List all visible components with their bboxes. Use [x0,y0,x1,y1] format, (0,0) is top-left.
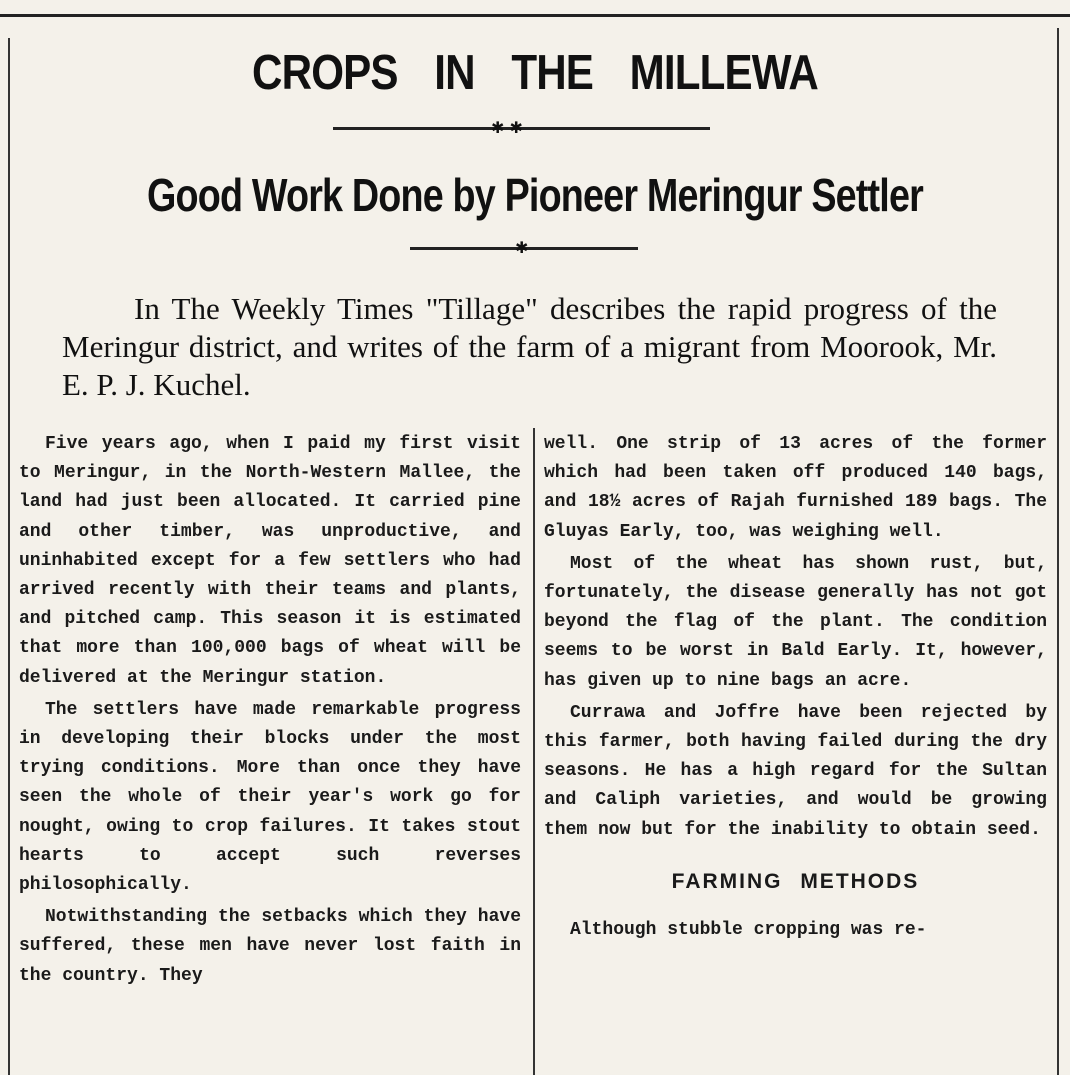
top-rule [0,14,1070,17]
paragraph: Although stubble cropping was re- [570,920,927,941]
right-border-rule [1057,28,1059,1075]
right-column [544,430,1047,948]
paragraph: Five years ago, when I paid my first visit to Meringur, in the North-Western Mallee, the land had just been allocated. It carried pine and other timber, was unproductive, and uninhabited except for a few settlers who had arrived recently with their teams and plants, and pitched camp. This season it is estimated that more than 100,000 bags of wheat will be delivered at the Meringur station. [19,434,521,688]
ornament-stars-icon: ✱ ✱ [491,118,523,137]
article-deck: In The Weekly Times "Tillage" describes the rapid progress of the Meringur district, and writes of the farm of a migrant from Moorook, Mr. E. P. J. Kuchel. [62,291,997,402]
column-rule [533,428,535,1075]
left-border-rule [8,38,10,1075]
subheadline: Good Work Done by Pioneer Meringur Settler [147,169,923,221]
headline: CROPS IN THE MILLEWA [252,46,818,100]
section-heading: FARMING METHODS [671,869,920,893]
paragraph: well. One strip of 13 acres of the former which had been taken off produced 140 bags, and 18½ acres of Rajah furnished 189 bags. The Gluyas Early, too, was weighing well. [544,434,1047,542]
paragraph: Currawa and Joffre have been rejected by this farmer, both having failed during the dry seasons. He has a high regard for the Sultan and Caliph varieties, and would be growing them now but for the inability to obtain seed. [544,702,1047,840]
ornament-star-icon: ✱ [515,238,529,257]
paragraph: The settlers have made remarkable progress in developing their blocks under the most trying conditions. More than once they have seen the whole of their year's work go for nought, owing to crop failures. It takes stout hearts to accept such reverses philosophically. [19,699,521,896]
paragraph: Most of the wheat has shown rust, but, fortunately, the disease generally has not got beyond the flag of the plant. The condition seems to be worst in Bald Early. It, however, has given up to nine bags an acre. [544,553,1047,691]
paragraph: Notwithstanding the setbacks which they have suffered, these men have never lost faith in the country. They [19,907,521,986]
left-column [19,430,521,994]
